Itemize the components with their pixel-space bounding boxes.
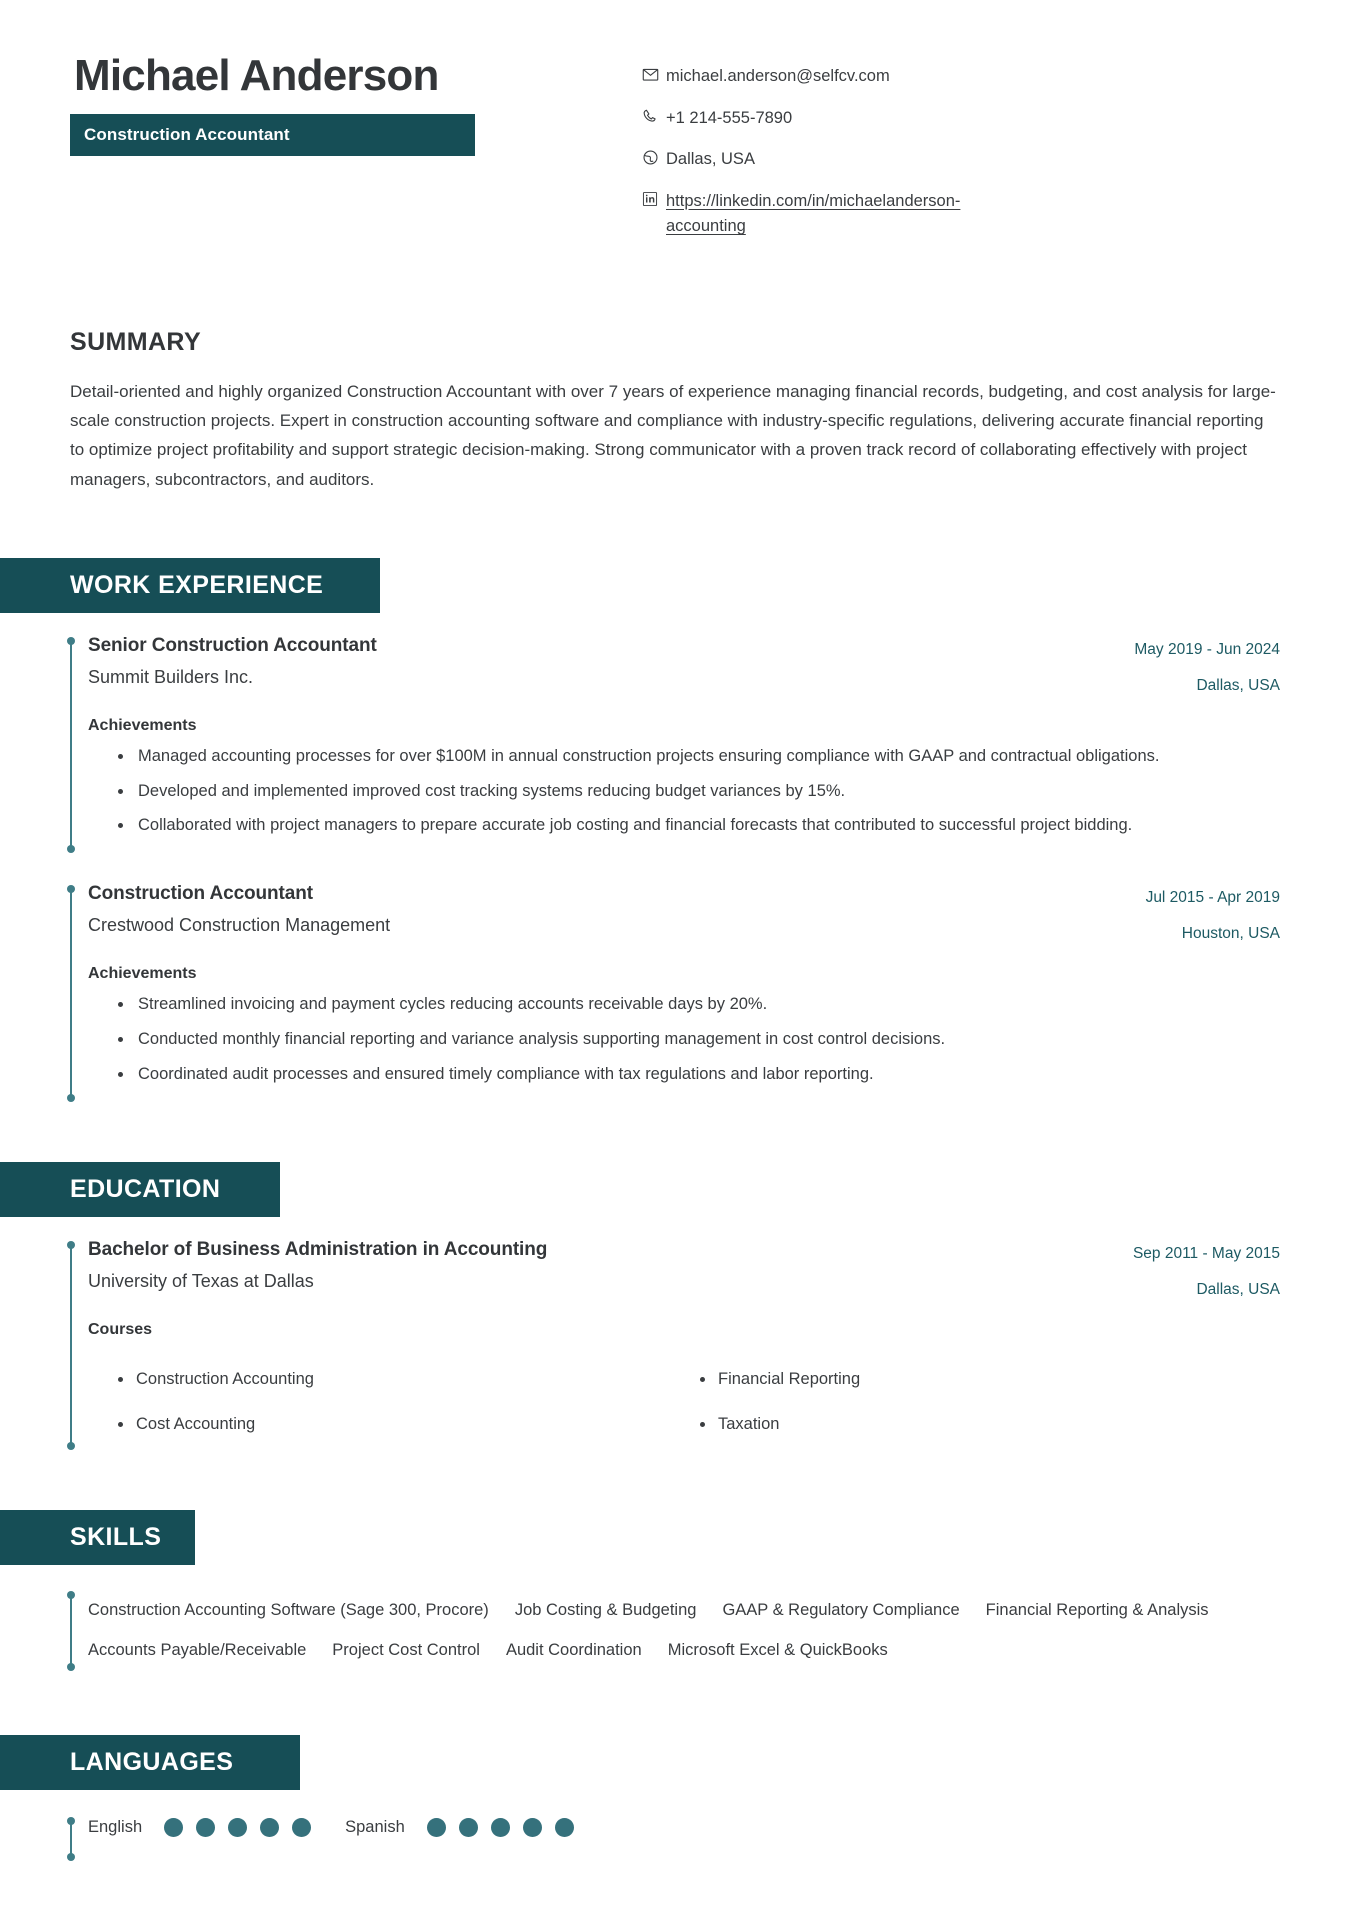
skill-item: Financial Reporting & Analysis [985, 1601, 1209, 1620]
header-identity [70, 48, 630, 156]
globe-icon [642, 149, 666, 166]
envelope-icon [642, 66, 666, 83]
contact-phone-text: +1 214-555-7890 [666, 108, 793, 127]
achievement-item: Managed accounting processes for over $100M in annual construction projects ensuring compliance with GAAP and contractual obligations. [136, 743, 1276, 770]
job-title-banner: Construction Accountant [70, 114, 475, 156]
summary-heading: SUMMARY [70, 327, 202, 356]
contact-location-text: Dallas, USA [666, 150, 755, 169]
experience-entry [70, 883, 1280, 1097]
experience-entry-header [88, 883, 1280, 943]
contact-linkedin-link[interactable]: https://linkedin.com/in/michaelanderson-accounting [666, 191, 961, 236]
work-experience-section [0, 558, 1350, 613]
skills-block [70, 1591, 1280, 1671]
contact-list [630, 48, 1280, 256]
page-title: Michael Anderson [74, 51, 439, 100]
experience-location: Houston, USA [1181, 925, 1280, 943]
level-dot [228, 1818, 247, 1837]
language-name: Spanish [345, 1818, 405, 1837]
level-dot [459, 1818, 478, 1837]
courses-list [88, 1347, 1280, 1437]
level-dot [427, 1818, 446, 1837]
education-heading: EDUCATION [0, 1162, 280, 1217]
achievements-label: Achievements [88, 965, 197, 983]
skill-item: Project Cost Control [332, 1641, 480, 1660]
phone-icon [642, 108, 666, 125]
skill-item: Audit Coordination [505, 1641, 642, 1660]
language-name: English [88, 1818, 143, 1837]
experience-entry-main [88, 635, 1134, 688]
experience-entry-meta [1134, 635, 1280, 695]
level-dot [555, 1818, 574, 1837]
timeline-rail [70, 643, 72, 849]
education-date-range: Sep 2011 - May 2015 [1132, 1244, 1280, 1262]
achievement-item: Developed and implemented improved cost tracking systems reducing budget variances by 15%. [136, 778, 1276, 805]
level-dot [523, 1818, 542, 1837]
course-item: Taxation [718, 1412, 1280, 1437]
achievement-item: Streamlined invoicing and payment cycles reducing accounts receivable days by 20%. [136, 991, 1276, 1018]
education-degree: Bachelor of Business Administration in Accounting [88, 1238, 548, 1260]
level-dot [164, 1818, 183, 1837]
timeline-rail [70, 1247, 72, 1447]
education-location: Dallas, USA [1196, 1280, 1280, 1298]
summary-section [0, 328, 1350, 494]
course-item: Financial Reporting [718, 1367, 1280, 1392]
experience-entry-header [88, 635, 1280, 695]
level-dot [196, 1818, 215, 1837]
experience-organization: Crestwood Construction Management [88, 915, 391, 936]
achievements-list [88, 991, 1280, 1087]
course-item: Cost Accounting [136, 1412, 698, 1437]
experience-date-range: May 2019 - Jun 2024 [1134, 640, 1280, 658]
language-item [88, 1818, 311, 1837]
education-school: University of Texas at Dallas [88, 1270, 314, 1291]
education-entry-meta [1133, 1239, 1280, 1299]
contact-email-text: michael.anderson@selfcv.com [666, 67, 890, 85]
education-entry [70, 1239, 1280, 1447]
language-item [345, 1818, 574, 1837]
languages-block [70, 1818, 1280, 1877]
contact-item-phone [642, 106, 1280, 132]
skill-item: GAAP & Regulatory Compliance [722, 1601, 960, 1620]
contact-item-linkedin[interactable] [642, 189, 1280, 240]
skill-item: Construction Accounting Software (Sage 300, Procore) [88, 1601, 489, 1620]
experience-organization: Summit Builders Inc. [88, 666, 254, 687]
work-experience-entries [0, 635, 1350, 1098]
education-entry-main [88, 1239, 1133, 1292]
experience-job-title: Construction Accountant [88, 883, 313, 905]
skill-item: Accounts Payable/Receivable [88, 1641, 307, 1660]
achievement-item: Conducted monthly financial reporting and variance analysis supporting management in cost control decisions. [136, 1026, 1276, 1053]
timeline-rail [70, 891, 72, 1097]
skills-section [0, 1510, 1350, 1565]
achievement-item: Coordinated audit processes and ensured timely compliance with tax regulations and labor reporting. [136, 1061, 1276, 1088]
education-entries [0, 1239, 1350, 1447]
experience-entry-meta [1146, 883, 1280, 943]
education-section [0, 1162, 1350, 1217]
summary-body: Detail-oriented and highly organized Construction Accountant with over 7 years of experience managing financial records, budgeting, and cost analysis for large-scale construction projects. Expert in construction accounting software and compliance with industry-specific regulations, delivering accurate financial reporting to optimize project profitability and support strategic decision-making. Strong communicator with a proven track record of collaborating effectively with project managers, subcontractors, and auditors. [70, 381, 1276, 489]
resume-header [0, 0, 1350, 256]
skills-list [88, 1591, 1280, 1671]
languages-heading: LANGUAGES [0, 1735, 300, 1790]
timeline-rail [70, 1822, 72, 1856]
timeline-rail [70, 1597, 72, 1665]
level-dot [491, 1818, 510, 1837]
languages-section [0, 1735, 1350, 1790]
skills-heading: SKILLS [0, 1510, 195, 1565]
level-dot [260, 1818, 279, 1837]
experience-date-range: Jul 2015 - Apr 2019 [1145, 889, 1280, 907]
languages-list [88, 1818, 1280, 1837]
experience-location: Dallas, USA [1196, 677, 1280, 694]
language-level-dots [427, 1818, 574, 1837]
work-experience-heading: WORK EXPERIENCE [0, 558, 380, 613]
course-item: Construction Accounting [136, 1367, 698, 1392]
skill-item: Job Costing & Budgeting [514, 1601, 697, 1620]
experience-job-title: Senior Construction Accountant [88, 634, 377, 656]
experience-entry-main [88, 883, 1146, 936]
linkedin-icon [642, 191, 666, 207]
skill-item: Microsoft Excel & QuickBooks [667, 1641, 888, 1660]
experience-entry [70, 635, 1280, 849]
contact-item-location [642, 147, 1280, 173]
achievements-list [88, 743, 1280, 839]
contact-item-email [642, 64, 1280, 90]
achievement-item: Collaborated with project managers to prepare accurate job costing and financial forecasts that contributed to successful project bidding. [136, 812, 1276, 839]
language-level-dots [164, 1818, 311, 1837]
level-dot [292, 1818, 311, 1837]
achievements-label: Achievements [88, 717, 197, 734]
courses-label: Courses [88, 1320, 153, 1338]
education-entry-header [88, 1239, 1280, 1299]
